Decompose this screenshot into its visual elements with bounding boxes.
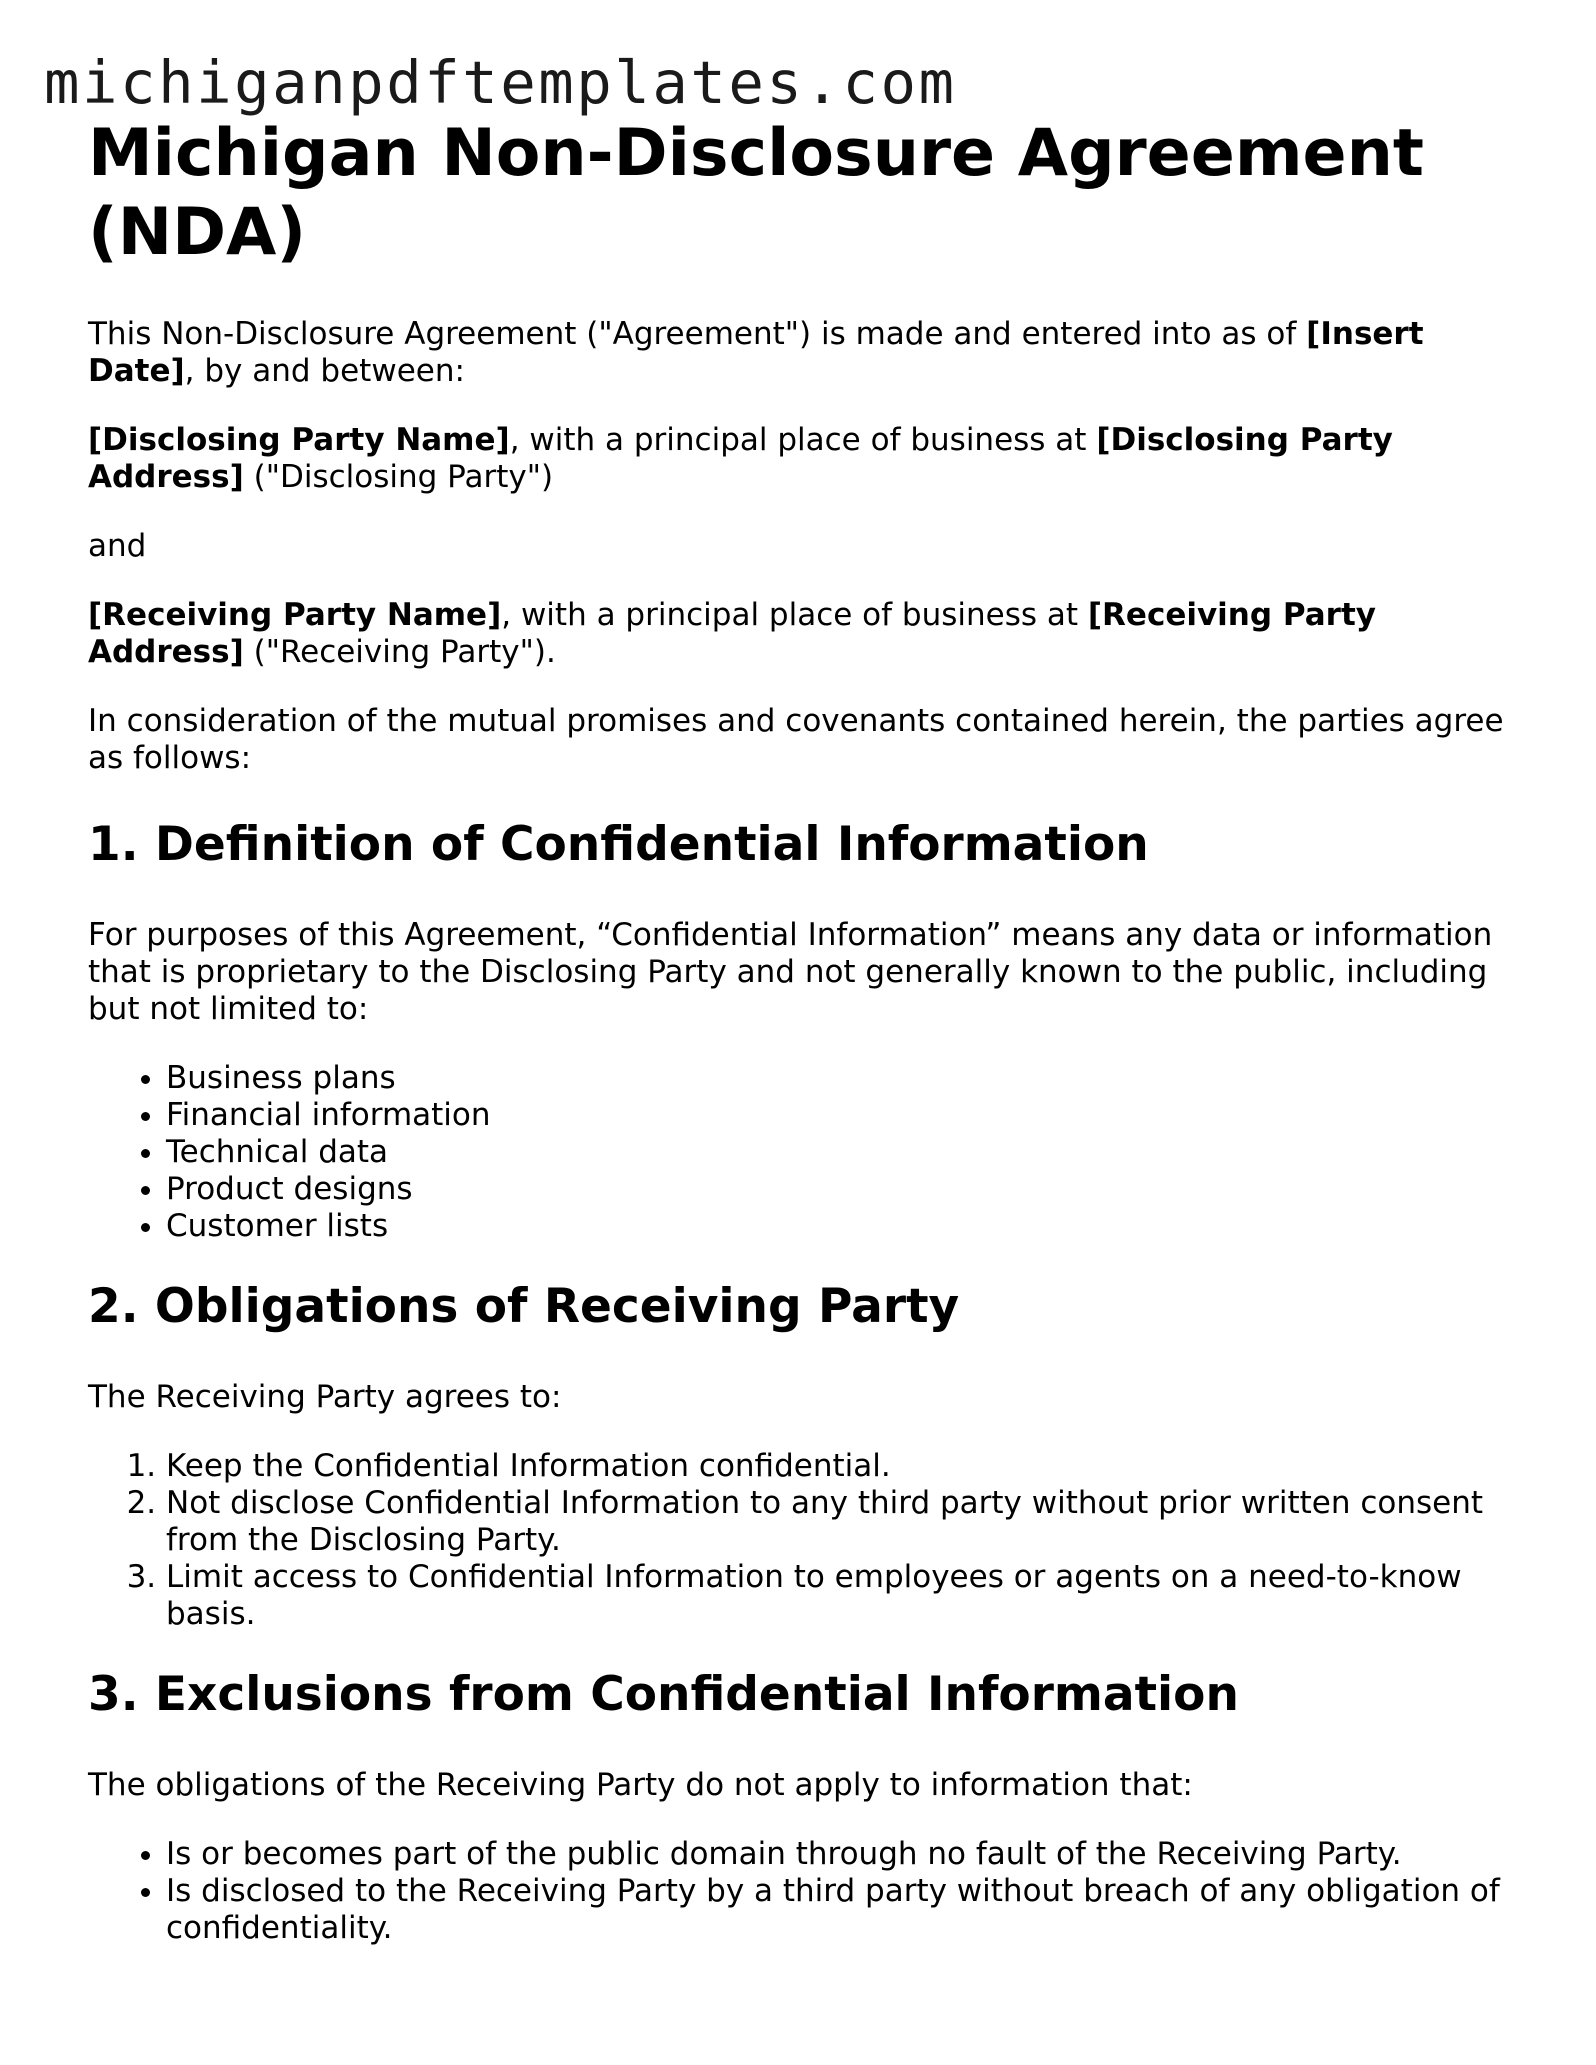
disclosing-party-mid: , with a principal place of business at: [509, 422, 1097, 458]
list-item: • Is disclosed to the Receiving Party by a third party without breach of any obligation of confidentiality.: [166, 1873, 1528, 1947]
disclosing-party-role: ("Disclosing Party"): [243, 459, 554, 495]
list-item: 2. Not disclose Confidential Information to any third party without prior written consent from the Disclosing Party.: [166, 1485, 1528, 1559]
section-intro-definition: For purposes of this Agreement, “Confidential Information” means any data or information that is proprietary to the Disclosing Party and not generally known to the public, including but not limited to:: [88, 917, 1493, 1027]
receiving-party-paragraph: [88, 597, 1528, 671]
intro-text-after: , by and between:: [184, 353, 465, 389]
confidential-info-list: [88, 1060, 1528, 1245]
consideration-paragraph: In consideration of the mutual promises and covenants contained herein, the parties agree as follows:: [88, 703, 1504, 776]
insert-date-placeholder: [Insert Date]: [88, 316, 1424, 389]
disclosing-party-address: [Disclosing Party Address]: [88, 422, 1393, 495]
obligations-list: [88, 1448, 1528, 1633]
intro-paragraph: [88, 316, 1528, 390]
receiving-party-role: ("Receiving Party").: [243, 634, 556, 670]
exclusions-list: [88, 1836, 1528, 1947]
list-item: • Technical data: [166, 1134, 1528, 1171]
list-item: • Customer lists: [166, 1208, 1528, 1245]
site-watermark: michiganpdftemplates.com: [44, 48, 957, 117]
disclosing-party-paragraph: [88, 422, 1528, 496]
section-heading-obligations: 2. Obligations of Receiving Party: [88, 1279, 960, 1334]
list-item: • Financial information: [166, 1097, 1528, 1134]
document-title: Michigan Non-Disclosure Agreement (NDA): [88, 116, 1424, 270]
intro-text-before: This Non-Disclosure Agreement ("Agreement") is made and entered into as of: [88, 316, 1307, 352]
receiving-party-name: [Receiving Party Name]: [88, 597, 502, 633]
section-intro-obligations: The Receiving Party agrees to:: [88, 1379, 562, 1415]
receiving-party-mid: , with a principal place of business at: [501, 597, 1088, 633]
list-item: • Is or becomes part of the public domain through no fault of the Receiving Party.: [166, 1836, 1528, 1873]
section-heading-exclusions: 3. Exclusions from Confidential Information: [88, 1667, 1239, 1722]
and-paragraph: and: [88, 528, 147, 564]
list-item: 3. Limit access to Confidential Information to employees or agents on a need-to-know basis.: [166, 1559, 1528, 1633]
section-intro-exclusions: The obligations of the Receiving Party do not apply to information that:: [88, 1767, 1193, 1803]
disclosing-party-name: [Disclosing Party Name]: [88, 422, 510, 458]
document-body: [88, 114, 1528, 1947]
list-item: 1. Keep the Confidential Information confidential.: [166, 1448, 1528, 1485]
section-heading-definition: 1. Definition of Confidential Information: [88, 817, 1149, 872]
receiving-party-address: [Receiving Party Address]: [88, 597, 1376, 670]
list-item: • Business plans: [166, 1060, 1528, 1097]
list-item: • Product designs: [166, 1171, 1528, 1208]
